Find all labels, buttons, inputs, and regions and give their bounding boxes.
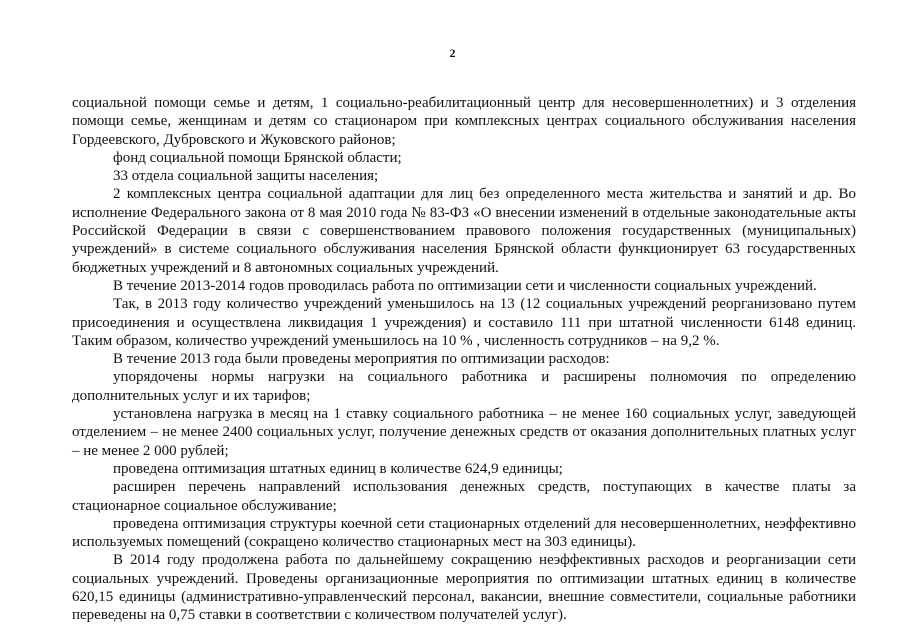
- paragraph-institutions-reduction: Так, в 2013 году количество учреждений уменьшилось на 13 (12 социальных учреждений реорганизовано путем присоединения и осуществлена ликвидация 1 учреждения) и составило 111 при штатной численности 6148 единиц. Таким образом, количество учреждений уменьшилось на 10 % , численность сотрудников – на 9,2 %.: [72, 296, 856, 349]
- paragraph-optimization-2013-2014: В течение 2013-2014 годов проводилась работа по оптимизации сети и численности социальных учреждений.: [113, 277, 817, 294]
- paragraph-staff-optimization: проведена оптимизация штатных единиц в количестве 624,9 единицы;: [113, 460, 563, 477]
- page-number: 2: [449, 46, 456, 60]
- document-body: [72, 94, 856, 625]
- paragraph-continuation: социальной помощи семье и детям, 1 социально-реабилитационный центр для несовершеннолетних) и 3 отделения помощи семье, женщинам и детям со стационаром при комплексных центрах социального обслуживания населения Гордеевского, Дубровского и Жуковского районов;: [72, 95, 856, 148]
- paragraph-social-aid-fund: фонд социальной помощи Брянской области;: [113, 149, 402, 166]
- paragraph-2014-work: В 2014 году продолжена работа по дальнейшему сокращению неэффективных расходов и реорганизации сети социальных учреждений. Проведены организационные мероприятия по оптимизации штатных единиц в количестве 620,15 единицы (административно-управленческий персонал, вакансии, внешние совместители, социальные работники переведены на 0,75 ставки в соответствии с количеством получателей услуг).: [72, 552, 856, 624]
- paragraph-workload-norms: упорядочены нормы нагрузки на социального работника и расширены полномочия по определению дополнительных услуг и их тарифов;: [72, 369, 856, 404]
- paragraph-monthly-workload: установлена нагрузка в месяц на 1 ставку социального работника – не менее 160 социальных услуг, заведующей отделением – не менее 2400 социальных услуг, получение денежных средств от оказания дополнительных платных услуг – не менее 2 000 рублей;: [72, 406, 856, 459]
- paragraph-adaptation-centers: 2 комплексных центра социальной адаптации для лиц без определенного места жительства и занятий и др. Во исполнение Федерального закона от 8 мая 2010 года № 83-ФЗ «О внесении изменений в отдельные законодательные акты Российской Федерации в связи с совершенствованием правового положения государственных (муниципальных) учреждений» в системе социального обслуживания населения Брянской области функционирует 63 государственных бюджетных учреждений и 8 автономных социальных учреждений.: [72, 186, 856, 276]
- paragraph-bed-network: проведена оптимизация структуры коечной сети стационарных отделений для несовершеннолетних, неэффективно используемых помещений (сокращено количество стационарных мест на 303 единицы).: [72, 515, 856, 551]
- paragraph-protection-departments: 33 отдела социальной защиты населения;: [113, 168, 379, 185]
- paragraph-funds-usage: расширен перечень направлений использования денежных средств, поступающих в качестве платы за стационарное социальное обслуживание;: [72, 479, 856, 514]
- paragraph-measures-2013: В течение 2013 года были проведены мероприятия по оптимизации расходов:: [113, 351, 610, 368]
